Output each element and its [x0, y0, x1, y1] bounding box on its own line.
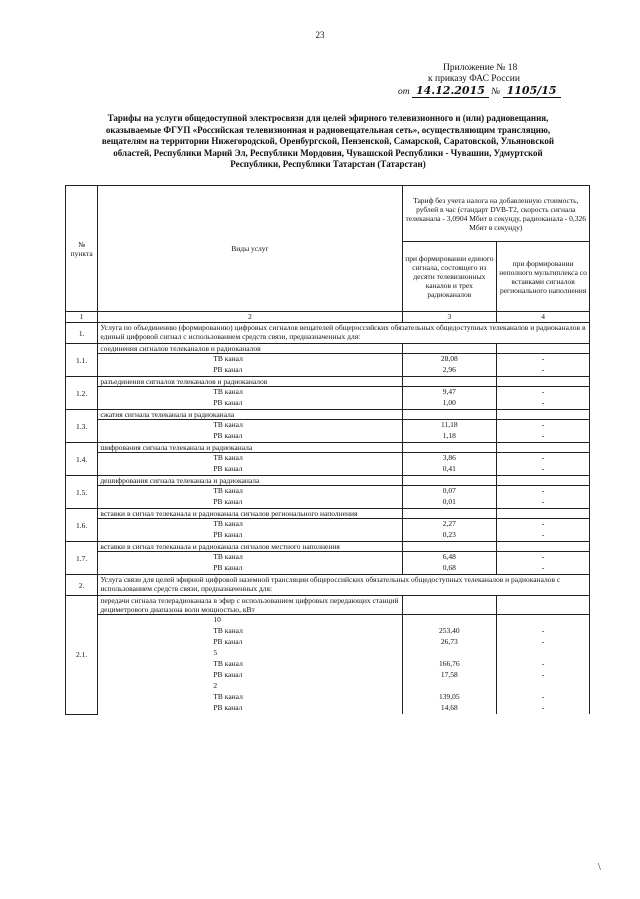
empty-cell: [497, 377, 590, 387]
channel-label: ТВ канал: [98, 387, 402, 399]
row-number: 2.: [66, 575, 98, 596]
power-label: 10: [98, 615, 402, 627]
column-number: 1: [66, 312, 98, 323]
empty-cell: [497, 476, 590, 486]
tariff-value-col4: [497, 648, 590, 659]
power-row: [66, 681, 590, 692]
channel-label: РВ канал: [98, 637, 402, 648]
tariff-value-col4: -: [497, 552, 590, 564]
tariff-value: 17,58: [402, 670, 497, 681]
tariff-value-col4: -: [497, 420, 590, 432]
table-header-row: [66, 186, 590, 242]
column-number-row: [66, 312, 590, 323]
column-number: 3: [402, 312, 497, 323]
section-text: Услуга связи для целей эфирной цифровой наземной трансляции общероссийских обязательных общедоступных телеканалов и радиоканалов с использованием средств связи, предназначенных для:: [98, 575, 590, 596]
value-row: [66, 626, 590, 637]
row-number: 1.3.: [66, 410, 98, 443]
channel-label: ТВ канал: [98, 420, 402, 432]
row-number: 1.1.: [66, 344, 98, 377]
empty-cell: [402, 509, 497, 519]
tariff-value-col4: -: [497, 497, 590, 509]
item-text: передачи сигнала телерадиоканала в эфир с использованием цифровых передающих станций дециметрового диапазона волн мощностью, кВт: [98, 596, 402, 615]
channel-label: РВ канал: [98, 703, 402, 714]
tariff-value-col4: -: [497, 354, 590, 366]
tariff-value-col4: -: [497, 387, 590, 399]
appendix-order: к приказу ФАС России: [428, 74, 520, 84]
tariff-value: 26,73: [402, 637, 497, 648]
row-number: 2.1.: [66, 596, 98, 715]
value-row: [66, 354, 590, 366]
header-col3: при формировании единого сигнала, состоящего из десяти телевизионных каналов и трех радиоканалов: [402, 242, 497, 312]
value-row: [66, 637, 590, 648]
channel-label: РВ канал: [98, 398, 402, 410]
channel-label: ТВ канал: [98, 659, 402, 670]
channel-label: ТВ канал: [98, 552, 402, 564]
empty-cell: [402, 443, 497, 453]
appendix-date: 14.12.2015: [412, 84, 489, 98]
item-text: соединения сигналов телеканалов и радиоканалов: [98, 344, 402, 354]
power-label: 5: [98, 648, 402, 659]
empty-cell: [497, 596, 590, 615]
value-row: [66, 486, 590, 498]
document-title: Тарифы на услуги общедоступной электросвязи для целей эфирного телевизионного и (или) радиовещания, оказываемые ФГУП «Российская телевизионная и радиовещательная сеть», осуществляющим трансляцию, вещателям на территории Нижегородской, Оренбургской, Пензенской, Самарской, Саратовской, Ульяновской областей, Республики Марий Эл, Республики Мордовия, Чувашской Республики - Чувашии, Удмуртской Республики, Республики Татарстан (Татарстан): [101, 113, 555, 169]
section-text: Услуга по объединению (формированию) цифровых сигналов вещателей общероссийских обязательных общедоступных телеканалов и радиоканалов в единый цифровой сигнал с использованием средств связи, предназначенных для:: [98, 323, 590, 344]
appendix-from: от: [398, 87, 410, 97]
channel-label: ТВ канал: [98, 692, 402, 703]
tariff-value-col4: -: [497, 626, 590, 637]
channel-label: ТВ канал: [98, 626, 402, 637]
empty-cell: [497, 410, 590, 420]
channel-label: ТВ канал: [98, 354, 402, 366]
row-number: 1.7.: [66, 542, 98, 575]
empty-cell: [402, 596, 497, 615]
item-row: [66, 443, 590, 453]
item-row: [66, 410, 590, 420]
channel-label: РВ канал: [98, 670, 402, 681]
tariff-value-col4: -: [497, 637, 590, 648]
tariff-value: 11,18: [402, 420, 497, 432]
header-no: № пункта: [66, 186, 98, 312]
section-row: [66, 323, 590, 344]
tariff-value-col4: -: [497, 464, 590, 476]
column-number: 2: [98, 312, 402, 323]
empty-cell: [402, 476, 497, 486]
tariff-value: 0,23: [402, 530, 497, 542]
value-row: [66, 420, 590, 432]
row-number: 1.5.: [66, 476, 98, 509]
tariff-value: 2,27: [402, 519, 497, 531]
item-text: сжатия сигнала телеканала и радиоканала: [98, 410, 402, 420]
tariff-value: 166,76: [402, 659, 497, 670]
header-services: Виды услуг: [98, 186, 402, 312]
item-text: вставки в сигнал телеканала и радиоканала сигналов местного наполнения: [98, 542, 402, 552]
tariff-value-col4: -: [497, 670, 590, 681]
value-row: [66, 659, 590, 670]
tariff-value: 1,00: [402, 398, 497, 410]
value-row: [66, 519, 590, 531]
row-number: 1.6.: [66, 509, 98, 542]
appendix-number-prefix: №: [491, 87, 501, 97]
tariff-value-col4: -: [497, 519, 590, 531]
item-row: [66, 596, 590, 615]
value-row: [66, 398, 590, 410]
power-label: 2: [98, 681, 402, 692]
tariff-value: [402, 681, 497, 692]
column-number: 4: [497, 312, 590, 323]
item-row: [66, 344, 590, 354]
empty-cell: [497, 443, 590, 453]
channel-label: РВ канал: [98, 464, 402, 476]
tariff-value-col4: -: [497, 659, 590, 670]
item-text: шифрования сигнала телеканала и радиоканала: [98, 443, 402, 453]
tariff-value-col4: -: [497, 486, 590, 498]
value-row: [66, 431, 590, 443]
tariff-value: 6,48: [402, 552, 497, 564]
tariff-value: 0,41: [402, 464, 497, 476]
header-col4: при формировании неполного мультиплекса со вставками сигналов регионального наполнения: [497, 242, 590, 312]
appendix-title: Приложение № 18: [443, 63, 518, 73]
tariff-value: 2,96: [402, 365, 497, 377]
channel-label: РВ канал: [98, 563, 402, 575]
empty-cell: [402, 542, 497, 552]
tariff-value-col4: -: [497, 530, 590, 542]
tariff-value: 9,47: [402, 387, 497, 399]
empty-cell: [402, 344, 497, 354]
tariff-value: 28,08: [402, 354, 497, 366]
value-row: [66, 464, 590, 476]
tariff-value-col4: -: [497, 703, 590, 714]
tariff-value: 253,40: [402, 626, 497, 637]
channel-label: РВ канал: [98, 497, 402, 509]
channel-label: РВ канал: [98, 431, 402, 443]
value-row: [66, 387, 590, 399]
tariff-value-col4: -: [497, 453, 590, 465]
value-row: [66, 453, 590, 465]
item-row: [66, 476, 590, 486]
corner-mark: \: [598, 862, 601, 873]
row-number: 1.2.: [66, 377, 98, 410]
empty-cell: [402, 410, 497, 420]
value-row: [66, 552, 590, 564]
value-row: [66, 692, 590, 703]
item-row: [66, 542, 590, 552]
value-row: [66, 703, 590, 714]
channel-label: ТВ канал: [98, 519, 402, 531]
tariff-value-col4: -: [497, 365, 590, 377]
channel-label: ТВ канал: [98, 486, 402, 498]
value-row: [66, 563, 590, 575]
item-row: [66, 509, 590, 519]
appendix-block: [398, 63, 561, 98]
tariff-value-col4: -: [497, 431, 590, 443]
tariff-value: [402, 615, 497, 627]
power-row: [66, 615, 590, 627]
tariff-value-col4: [497, 615, 590, 627]
tariff-value-col4: [497, 681, 590, 692]
item-text: разъединения сигналов телеканалов и радиоканалов: [98, 377, 402, 387]
tariff-value-col4: -: [497, 692, 590, 703]
channel-label: РВ канал: [98, 365, 402, 377]
empty-cell: [497, 542, 590, 552]
power-row: [66, 648, 590, 659]
tariff-value: [402, 648, 497, 659]
tariff-value-col4: -: [497, 563, 590, 575]
value-row: [66, 530, 590, 542]
tariff-value: 0,01: [402, 497, 497, 509]
empty-cell: [497, 509, 590, 519]
section-row: [66, 575, 590, 596]
value-row: [66, 670, 590, 681]
tariff-value: 0,68: [402, 563, 497, 575]
empty-cell: [402, 377, 497, 387]
value-row: [66, 497, 590, 509]
appendix-number: 1105/15: [503, 84, 561, 98]
item-text: дешифрования сигнала телеканала и радиоканала: [98, 476, 402, 486]
item-row: [66, 377, 590, 387]
tariff-value: 0,07: [402, 486, 497, 498]
channel-label: РВ канал: [98, 530, 402, 542]
row-number: 1.4.: [66, 443, 98, 476]
item-text: вставки в сигнал телеканала и радиоканала сигналов регионального наполнения: [98, 509, 402, 519]
appendix-date-number: [398, 85, 561, 98]
tariff-value: 3,86: [402, 453, 497, 465]
empty-cell: [497, 344, 590, 354]
tariff-value: 14,68: [402, 703, 497, 714]
page-number: 23: [315, 30, 325, 40]
tariff-value-col4: -: [497, 398, 590, 410]
value-row: [66, 365, 590, 377]
tariff-value: 139,05: [402, 692, 497, 703]
row-number: 1.: [66, 323, 98, 344]
channel-label: ТВ канал: [98, 453, 402, 465]
tariff-table: [65, 185, 590, 715]
tariff-value: 1,18: [402, 431, 497, 443]
header-tariff: Тариф без учета налога на добавленную стоимость, рублей в час (стандарт DVB-T2, скорость сигнала телеканала - 3,0904 Мбит в секунду, радиоканала - 0,326 Мбит в секунду): [402, 186, 589, 242]
